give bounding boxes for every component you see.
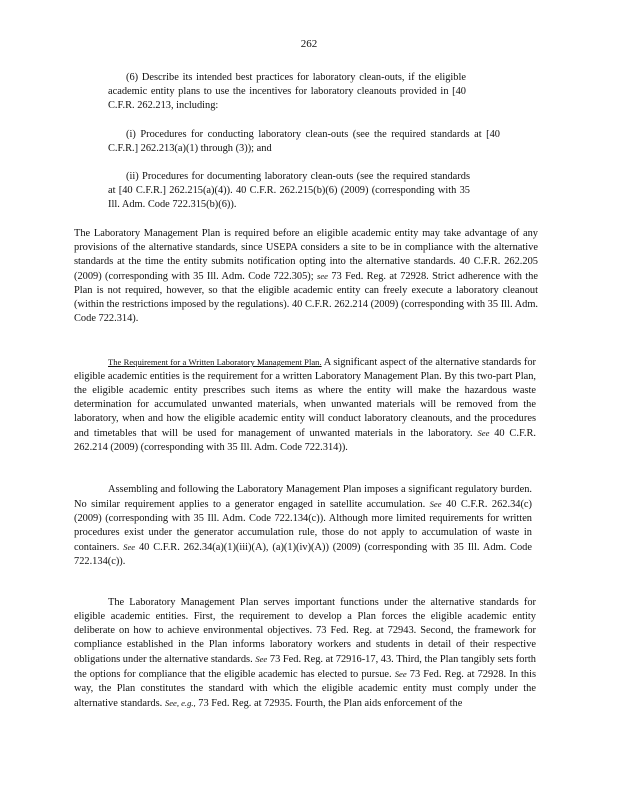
para1-text-a: The Laboratory Management Plan is required before an eligible academic entity may take advantage of any provisions of the alternative standards, since USEPA considers a site to be in compliance with the alternative standards at the time the entity submits notification opting into the alternative standards. 40 C.F.R. 262.205 (2009) (corresponding with 35 Ill. Adm. Code 722.305); [74, 228, 538, 282]
paragraph-plan-required [74, 227, 538, 326]
item-6-paragraph [108, 71, 466, 113]
see-signal: See [477, 428, 490, 438]
see-eg-signal: See, e.g., [164, 698, 196, 708]
see-signal: See [394, 669, 407, 679]
see-signal: See [255, 654, 268, 664]
para3-text-c: 40 C.F.R. 262.34(a)(1)(iii)(A), (a)(1)(iv)(A)) (2009) (corresponding with 35 Ill. Adm. Code 722.134(c)). [74, 542, 532, 567]
item-i-paragraph [108, 128, 500, 156]
para4-text-c: 73 Fed. Reg. at 72928. In this way, the Plan constitutes the standard with which the eligible academic entity must comply under the alternative standards. [74, 669, 536, 709]
paragraph-written-plan [74, 355, 536, 455]
para3-text-a: Assembling and following the Laboratory Management Plan imposes a significant regulatory burden. No similar requirement applies to a generator engaged in satellite accumulation. [74, 484, 532, 510]
item-ii-text: (ii) Procedures for documenting laboratory clean-outs (see the required standards at [40 C.F.R.] 262.215(a)(4)). 40 C.F.R. 262.215(b)(6) (2009) (corresponding with 35 Ill. Adm. Code 722.315(b)(6)). [108, 171, 470, 210]
item-ii-paragraph [108, 170, 470, 212]
para4-text-d: 73 Fed. Reg. at 72935. Fourth, the Plan aids enforcement of the [195, 698, 463, 709]
section-heading: The Requirement for a Written Laboratory Management Plan. [108, 357, 322, 367]
para4-text-a: The Laboratory Management Plan serves important functions under the alternative standards for eligible academic entities. First, the requirement to develop a Plan forces the eligible academic entity deliberate on how to achieve environmental objectives. 73 Fed. Reg. at 72943. Second, the framework for compliance established in the Plan informs laboratory workers and students in detail of their respective obligations under the alternative standards. [74, 597, 536, 665]
see-signal: See [123, 542, 136, 552]
paragraph-regulatory-burden [74, 483, 532, 569]
para1-text-b: 73 Fed. Reg. at 72928. Strict adherence with the Plan is not required, however, so that the eligible academic entity can freely execute a laboratory cleanout (within the restrictions imposed by the regulations). 40 C.F.R. 262.214 (2009) (corresponding with 35 Ill. Adm. Code 722.314). [74, 271, 538, 324]
page-number: 262 [300, 38, 318, 50]
para4-text-b: 73 Fed. Reg. at 72916-17, 43. Third, the Plan tangibly sets forth the options for compliance that the eligible academic has elected to pursue. [74, 654, 536, 680]
see-signal: see [317, 271, 328, 281]
item-6-text: (6) Describe its intended best practices for laboratory clean-outs, if the eligible academic entity plans to use the incentives for laboratory cleanouts provided in [40 C.F.R. 262.213, including: [108, 72, 466, 111]
paragraph-plan-functions [74, 596, 536, 711]
para2-text-a: A significant aspect of the alternative standards for eligible academic entities is the requirement for a written Laboratory Management Plan. By this two-part Plan, the eligible academic entity prescribes such items as where the entity will make the hazardous waste determination for accumulated unwanted materials, when unwanted materials will be removed from the laboratory, when and how the eligible academic entity will conduct laboratory cleanouts, and the procedures and timetables that will be used for management of unwanted materials in the laboratory. [74, 357, 536, 439]
see-signal: See [429, 499, 442, 509]
para2-text-b: 40 C.F.R. 262.214 (2009) (corresponding with 35 Ill. Adm. Code 722.314)). [74, 428, 537, 453]
para3-text-b: 40 C.F.R. 262.34(c) (2009) (corresponding with 35 Ill. Adm. Code 722.134(c)). Although more limited requirements for written procedures exist under the generator accumulation rule, those do not apply to accumulation of waste in containers. [74, 499, 533, 553]
item-i-text: (i) Procedures for conducting laboratory clean-outs (see the required standards at [40 C.F.R.] 262.213(a)(1) through (3)); and [108, 129, 500, 154]
